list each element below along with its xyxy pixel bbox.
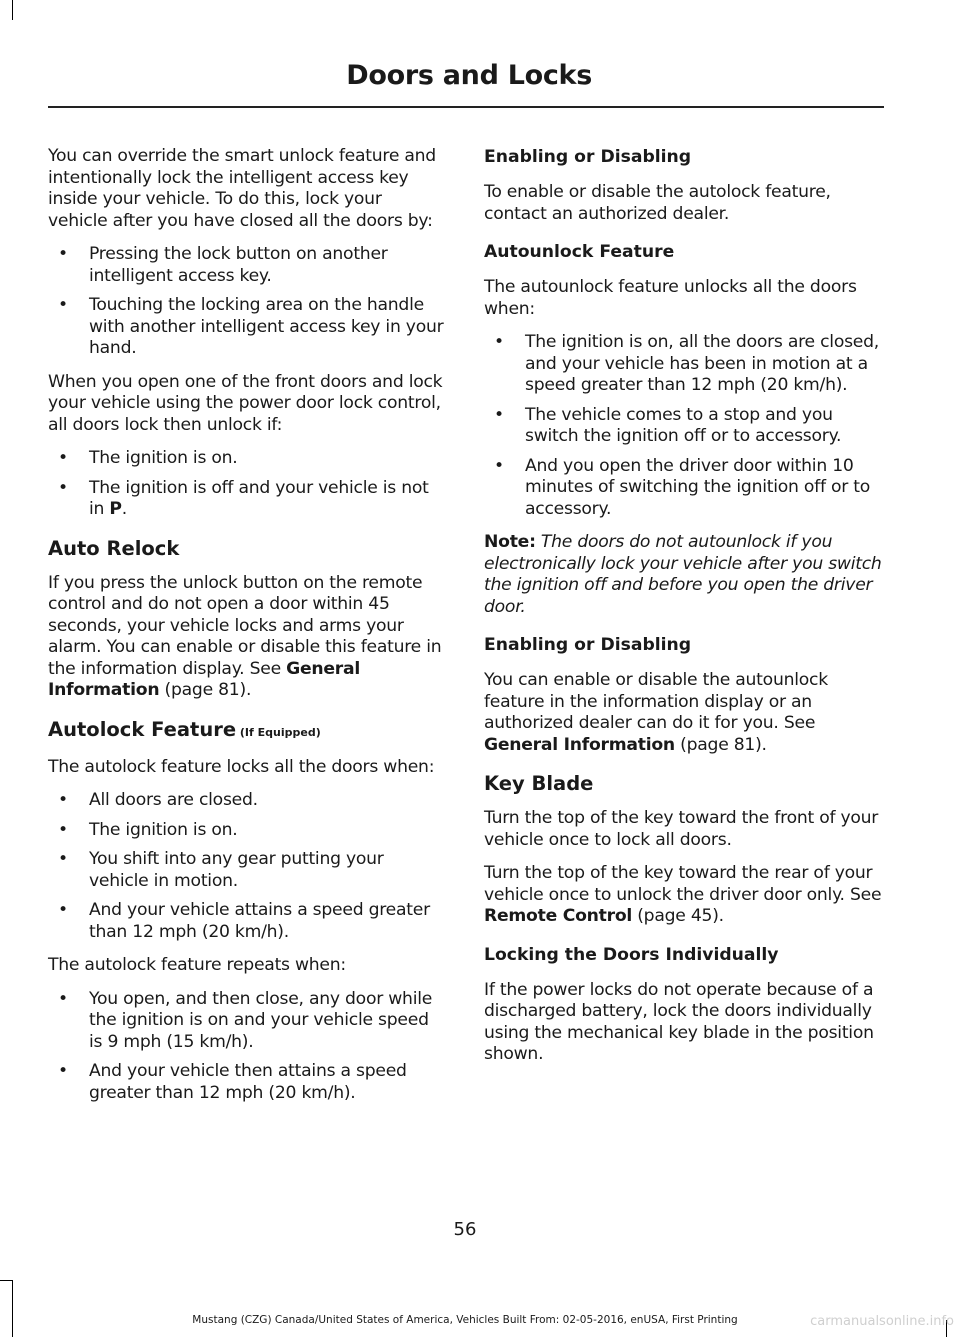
heading-key-blade: Key Blade [484,772,594,795]
list-item: • The ignition is on, all the doors are closed, and your vehicle has been in motion at a speed greater than 12 mph (20 km/h). [494,332,879,395]
list-unlock-conditions [48,448,446,521]
list-item: • The ignition is off and your vehicle is not in P. [58,477,429,519]
bullet: • [58,244,68,264]
heading-enabling-disabling-autounlock: Enabling or Disabling [484,635,692,655]
crop-mark-bottom-left [12,1280,13,1337]
list-item: • And your vehicle attains a speed greater than 12 mph (20 km/h). [58,900,430,942]
paragraph-key-blade-unlock: Turn the top of the key toward the rear of your vehicle once to unlock the driver door only. See Remote Control (page 45). [484,863,882,926]
heading-autounlock-feature: Autounlock Feature [484,242,675,262]
heading-enabling-disabling-autolock: Enabling or Disabling [484,147,692,167]
heading-auto-relock: Auto Relock [48,536,180,560]
list-item: • You shift into any gear putting your vehicle in motion. [58,849,384,891]
list-item: • The ignition is on. [58,819,238,840]
list-item: • And you open the driver door within 10 minutes of switching the ignition off or to accessory. [494,455,871,519]
bullet: • [494,332,504,352]
paragraph-auto-relock: If you press the unlock button on the remote control and do not open a door within 45 seconds, your vehicle locks and arms your alarm. You can enable or disable this feature in the information display. See General Information (page 81). [48,572,442,700]
link-general-information[interactable]: General Information [484,734,675,755]
list-autolock-repeats [48,989,446,1105]
crop-mark-top-left [12,0,13,20]
list-item: • The ignition is on. [58,448,238,468]
bullet: • [58,295,68,315]
bullet: • [58,477,68,498]
bullet: • [58,790,68,810]
page-number: 56 [453,1219,477,1240]
list-autolock [48,790,446,943]
bullet: • [58,448,68,468]
page-title: Doors and Locks [346,60,592,91]
paragraph-enable-autolock: To enable or disable the autolock feature, contact an authorized dealer. [484,182,831,224]
paragraph-locking-individually: If the power locks do not operate because of a discharged battery, lock the doors individually using the mechanical key blade in the position shown. [484,979,874,1064]
heading-autolock-feature: Autolock Feature (If Equipped) [48,717,321,741]
paragraph-key-blade-lock: Turn the top of the key toward the front of your vehicle once to lock all doors. [484,808,879,850]
bullet: • [58,900,68,920]
paragraph-front-doors: When you open one of the front doors and lock your vehicle using the power door lock control, all doors lock then unlock if: [48,371,443,435]
bullet: • [58,988,68,1009]
paragraph-enable-autounlock: You can enable or disable the autounlock feature in the information display or an authorized dealer can do it for you. See General Information (page 81). [484,670,828,755]
crop-mark-bottom-left-h [0,1280,12,1281]
list-item: • All doors are closed. [58,790,258,810]
paragraph-autolock-repeats: The autolock feature repeats when: [48,955,346,975]
bullet: • [58,1061,68,1081]
bullet: • [494,404,504,425]
right-column [484,146,882,1078]
paragraph-autounlock-intro: The autounlock feature unlocks all the doors when: [484,277,857,319]
link-general-information[interactable]: General Information [48,658,360,700]
list-item: • And your vehicle then attains a speed greater than 12 mph (20 km/h). [58,1061,407,1103]
list-override [48,244,446,360]
paragraph-override: You can override the smart unlock feature and intentionally lock the intelligent access key inside your vehicle. To do this, lock your vehicle after you have closed all the doors by: [48,146,436,231]
list-item: • You open, and then close, any door while the ignition is on and your vehicle speed is 9 mph (15 km/h). [58,988,433,1052]
list-item: • The vehicle comes to a stop and you switch the ignition off or to accessory. [494,404,842,446]
footer-text: Mustang (CZG) Canada/United States of America, Vehicles Built From: 02-05-2016, enUSA, First Printing [192,1314,738,1326]
list-autounlock [484,332,882,520]
bullet: • [494,455,504,476]
note: Note: The doors do not autounlock if you electronically lock your vehicle after you switch the ignition off and before you open the driver door. [484,532,882,617]
paragraph-autolock-intro: The autolock feature locks all the doors when: [48,756,435,777]
left-column [48,146,446,1116]
header-rule [48,106,884,108]
bullet: • [58,819,68,840]
bullet: • [58,849,68,869]
heading-locking-doors-individually: Locking the Doors Individually [484,944,779,965]
watermark: carmanualsonline.info [810,1314,954,1329]
link-remote-control[interactable]: Remote Control [484,906,633,926]
list-item: • Touching the locking area on the handle with another intelligent access key in your hand. [58,295,444,358]
list-item: • Pressing the lock button on another intelligent access key. [58,244,388,286]
